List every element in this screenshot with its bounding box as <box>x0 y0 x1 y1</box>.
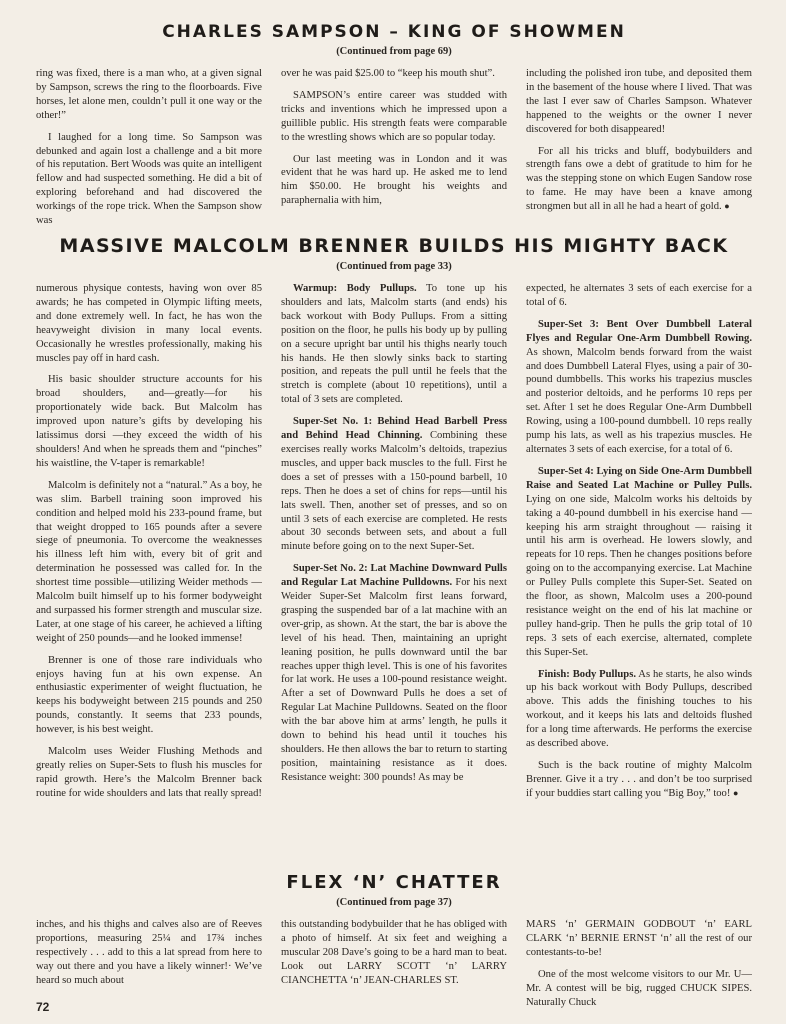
paragraph: MARS ‘n’ GERMAIN GODBOUT ‘n’ EARL CLARK ‘n’ BERNIE ERNST ‘n’ all the rest of our contestants-to-be! <box>526 919 752 958</box>
exercise-heading: Finish: Body Pullups. <box>538 668 636 680</box>
paragraph: One of the most welcome visitors to our Mr. U—Mr. A contest will be big, rugged CHUCK SIPES. Naturally Chuck <box>526 968 752 1008</box>
column-1 <box>36 67 262 235</box>
paragraph <box>526 759 752 801</box>
continued-note: (Continued from page 33) <box>336 261 452 272</box>
paragraph: Malcolm is definitely not a “natural.” As a boy, he was slim. Barbell training soon improved his condition and helped mold his 233-pound frame, but that weight dropped to 165 pounds after a severe siege of pneumonia. To overcome the weaknesses his illness left him with, every bit of grit and determination he possessed was called for. In the shortest time possible—utilizing Weider methods — Malcolm built himself up to his former bodyweight and surpassed his former strength and muscular size. Later, at one stage of his career, he achieved a lifting weight of 250 pounds—and he looked immense! <box>36 479 262 644</box>
paragraph: Malcolm uses Weider Flushing Methods and greatly relies on Super-Sets to flush his muscles for rapid growth. Here’s the Malcolm Brenner back routine for wide shoulders and lats that really spread! <box>36 746 262 799</box>
page-number: 72 <box>36 1000 50 1014</box>
paragraph-text: For his next Weider Super-Set Malcolm first leans forward, grasping the suspended bar of a lat machine with an over-grip, as shown. At the start, the bar is above the level of his head. Then, maintaining an upright leaning position, he pulls downward until the bar reaches upper thigh level. This is one of his favorites for lat work. He uses a 100-pound resistance weight. After a set of Downward Pulls he does a set of Regular Lat Machine Pulldowns. Seated on the floor with the bar above him at arms’ length, he pulls it down to behind his head until it touches his shoulders. He then allows the bar to return to starting position, maintaining resistance as it does. Resistance weight: 300 pounds! As may be <box>281 577 507 783</box>
paragraph: Brenner is one of those rare individuals who enjoys having fun at his own expense. An enthusiastic experimenter of weight fluctuation, he keeps his bodyweight between 215 pounds and 250 pounds, constantly. It seems that 233 pounds, however, is his best weight. <box>36 654 262 736</box>
continued-note: (Continued from page 69) <box>336 46 452 57</box>
paragraph <box>281 282 507 407</box>
paragraph <box>526 318 752 457</box>
paragraph-text: Lying on one side, Malcolm works his deltoids by taking a 40-pound dumbbell in his exercise hand — keeping his arm straight throughout — raising it until his arm is overhead. He lowers slowly, and repeats for 10 reps. Then he changes positions before going on to the accompanying exercise. Lat Machine or Pulley Pulls complete this Super-Set. Seated on the floor, as shown, Malcolm uses a 200-pound resistance weight on the end of his lat machine or pulley hand-grip. Then he pulls the grip total of 10 reps. 3 sets of each exercise, alternated, complete this Super-Set. <box>526 493 752 658</box>
exercise-heading: Super-Set No. 2: Lat Machine Downward Pulls and Regular Lat Machine Pulldowns. <box>281 563 507 589</box>
paragraph <box>526 282 752 310</box>
paragraph: numerous physique contests, having won over 85 awards; he has competed in Olympic lifting meets, and done extremely well. In fact, he has won the heavyweight division in many local events. Occasionally he wrestles professionally, making his muscles pay off in hard cash. <box>36 283 262 364</box>
column-3 <box>526 918 752 1016</box>
exercise-heading: Warmup: Body Pullups. <box>293 283 417 294</box>
continued-note: (Continued from page 37) <box>336 897 452 908</box>
paragraph: over he was paid $25.00 to “keep his mouth shut”. <box>281 68 495 79</box>
exercise-heading: Super-Set No. 1: Behind Head Barbell Press and Behind Head Chinning. <box>281 416 507 442</box>
paragraph-text: For all his tricks and bluff, bodybuilders and strength fans owe a debt of gratitude to him for he was the stepping stone on which Eugen Sandow rose to fame. He may have been a knave among strongmen but all in all he had a heart of gold. <box>526 145 752 213</box>
paragraph <box>526 465 752 660</box>
exercise-heading: Super-Set 3: Bent Over Dumbbell Lateral Flyes and Regular One-Arm Dumbbell Rowing. <box>526 318 752 344</box>
paragraph <box>526 145 752 215</box>
column-1 <box>36 918 262 1016</box>
exercise-heading: Super-Set 4: Lying on Side One-Arm Dumbbell Raise and Seated Lat Machine or Pulley Pulls. <box>526 465 752 491</box>
paragraph <box>526 668 752 751</box>
column-2 <box>281 282 507 872</box>
article-body-brenner <box>36 282 752 872</box>
column-2 <box>281 67 507 235</box>
paragraph: inches, and his thighs and calves also are of Reeves proportions, measuring 25¼ and 17¾ inches respectively . . . add to this a lat spread from here to way out there and you have a likely winner!· We’ve heard so much about <box>36 919 262 986</box>
paragraph: Our last meeting was in London and it was evident that he was hard up. He asked me to lend him $50.00. He brought his weights and paraphernalia with him, <box>281 153 507 207</box>
paragraph <box>281 415 507 554</box>
article-body-sampson <box>36 67 752 235</box>
column-3 <box>526 282 752 872</box>
end-mark: ● <box>724 201 730 212</box>
article-title-brenner: MASSIVE MALCOLM BRENNER BUILDS HIS MIGHTY BACK <box>59 235 729 257</box>
paragraph: ring was fixed, there is a man who, at a given signal by Sampson, screws the ring to the floorboards. Five horses, let alone men, couldn’t pull it one way or the other!” <box>36 68 262 121</box>
article-title-sampson: CHARLES SAMPSON – KING OF SHOWMEN <box>162 22 626 42</box>
paragraph-text: To tone up his shoulders and lats, Malcolm starts (and ends) his back workout with Body Pullups. From a sitting position on the floor, he pulls his body up by pulling on a secure upright bar until his thighs nearly touch his hands. He then slowly sinks back to starting position, and repeats the pull until he feels that the stretch is complete (about 10 repetitions), until a total of 3 sets are completed. <box>281 283 507 406</box>
paragraph-text: Such is the back routine of mighty Malcolm Brenner. Give it a try . . . and don’t be too surprised if your buddies start calling you “Big Boy,” too! <box>526 760 752 799</box>
paragraph: I laughed for a long time. So Sampson was debunked and again lost a challenge and a bit more of his reputation. Bert Woods was quite an intelligent fellow and had suspected something. He did a bit of exploring beforehand and had discovered the workings of the rope trick. When the Sampson show was <box>36 131 262 227</box>
column-3 <box>526 67 752 235</box>
article-title-flex-chatter: FLEX ‘N’ CHATTER <box>286 872 502 893</box>
paragraph <box>281 562 507 785</box>
paragraph: SAMPSON’s entire career was studded with tricks and inventions which he impressed upon a guillible public. His strength feats were comparable to the wrestling shows which are so popular today. <box>281 89 507 143</box>
article-body-flex-chatter <box>36 918 752 1016</box>
paragraph-text: As shown, Malcolm bends forward from the waist and does Dumbbell Lateral Flyes, using a pair of 30-pound dumbbells. This works his trapezius muscles and posterior deltoids, and he performs 10 reps per set. After 1 set he does Regular One-Arm Dumbbell Rowing, using a 100-pound dumbbell. 10 reps really pump his lats, as well as his trapezius muscles. He alternates 3 sets of each exercise, for a total of 6. <box>526 346 752 455</box>
column-2 <box>281 918 507 1016</box>
paragraph: this outstanding bodybuilder that he has obliged with a photo of himself. At six feet and weighing a muscular 208 Dave’s going to be a hard man to beat. Look out LARRY SCOTT ‘n’ LARRY CIANCHETTA ‘n’ JEAN-CHARLES ST. <box>281 919 507 986</box>
paragraph-text: expected, he alternates 3 sets of each exercise for a total of 6. <box>526 283 752 308</box>
paragraph-text: As he starts, he also winds up his back workout with Body Pullups, described above. This adds the finishing touches to his workout, and it keeps his lats and deltoids flushed for a long time afterwards. He performs the exercise as described above. <box>526 668 752 750</box>
paragraph: including the polished iron tube, and deposited them in the basement of the house where I lived. That was the last I ever saw of Charles Sampson. Whatever happened to the weights or the owner I never discovered for both disappeared! <box>526 68 752 135</box>
paragraph: His basic shoulder structure accounts for his broad shoulders, and—greatly—for his proportionately wide back. But Malcolm has improved upon nature’s gifts by developing his latissimus dorsi —they exceed the width of his shoulders! And when he spreads them and “pinches” his waistline, the V-taper is remarkable! <box>36 374 262 469</box>
column-1 <box>36 282 262 872</box>
end-mark: ● <box>733 787 739 798</box>
paragraph-text: Combining these exercises really works Malcolm’s deltoids, trapezius muscles, and upper back muscles to the full. First he does a set of presses with a 150-pound barbell, 10 reps. Then he does a set of chins for reps—until his lats swell. Then, another set of presses, and so on until 3 sets of each exercise are completed. He rests about 30 seconds between sets, and about a full minute before going on to the next Super-Set. <box>281 430 507 553</box>
